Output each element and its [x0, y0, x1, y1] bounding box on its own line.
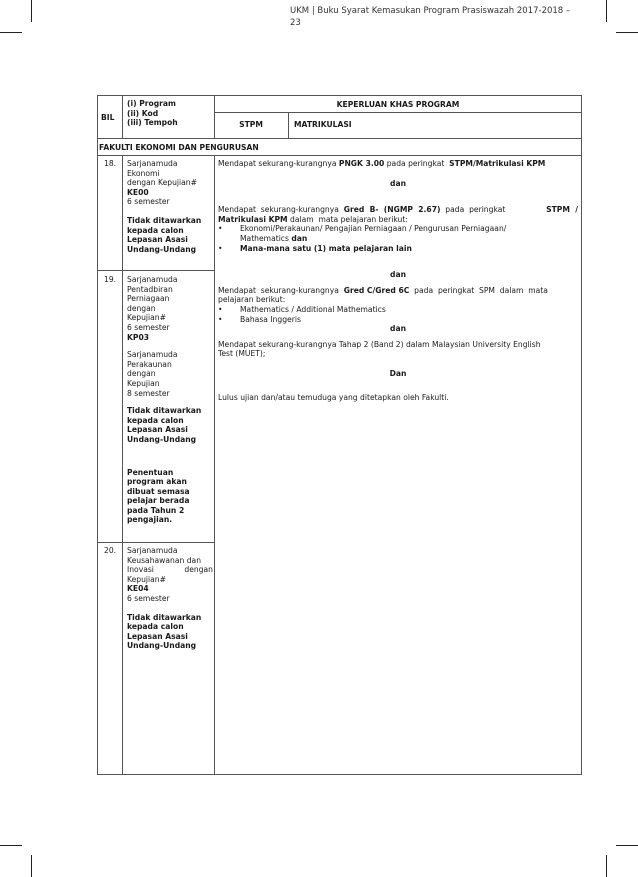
note-line: pelajar berada	[127, 496, 190, 506]
program-duration: 6 semester	[127, 593, 170, 603]
note-line: pengajian.	[127, 515, 173, 525]
req-muet: Mendapat sekurang-kurangnya Tahap 2 (Band 2) dalam Malaysian University English	[218, 339, 541, 349]
header-program-line: (i) Program	[127, 99, 176, 108]
req-text: pada peringkat SPM dalam mata	[409, 285, 548, 295]
crop-mark-tl-v	[31, 0, 32, 22]
req-text: pada peringkat	[384, 159, 450, 168]
crop-mark-br-v	[606, 855, 607, 877]
row-sep-18-19	[97, 270, 215, 271]
bullet-icon: •	[218, 224, 223, 234]
program-line: Perniagaan	[127, 294, 170, 304]
note-line: Tidak ditawarkan	[127, 215, 202, 225]
note-line: Undang-Undang	[127, 244, 197, 254]
row-20-program	[127, 546, 213, 651]
req-text: Mendapat sekurang-kurangnya	[218, 285, 344, 295]
bullet-item	[218, 224, 578, 243]
req-gred-b-line2	[218, 215, 578, 225]
bullet-text: Mathematics / Additional Mathematics	[240, 304, 386, 314]
req-gred-b	[218, 205, 578, 215]
bullet-text-line2	[240, 234, 506, 244]
row-18-program	[127, 159, 213, 254]
header-sep-bil	[122, 95, 123, 139]
crop-mark-tl-h	[0, 32, 22, 33]
note-line: Tidak ditawarkan	[127, 612, 202, 622]
bullet-icon: •	[218, 243, 223, 253]
table-top-border	[97, 95, 582, 96]
program-line: Kepujian	[127, 378, 160, 388]
row-20-bil: 20.	[104, 546, 117, 555]
row-19-program	[127, 275, 213, 525]
header-matrikulasi: MATRIKULASI	[294, 120, 352, 129]
bullet-item	[218, 305, 578, 315]
note-line: Lepasan Asasi	[127, 235, 188, 245]
conjunction-dan: dan	[390, 324, 406, 334]
note-line: kepada calon	[127, 622, 184, 632]
bullet-icon: •	[218, 314, 223, 324]
program-note	[127, 406, 213, 444]
crop-mark-tr-h	[616, 32, 638, 33]
req-bold: Gred C/Gred 6C	[343, 285, 410, 295]
program-code: KE04	[127, 584, 149, 594]
req-pngk-text	[218, 159, 545, 169]
row-18-bil: 18.	[104, 159, 117, 168]
table-left-border	[97, 95, 98, 775]
program-duration: 6 semester	[127, 197, 170, 207]
program-line: Perakaunan	[127, 359, 172, 369]
faculty-heading: FAKULTI EKONOMI DAN PENGURUSAN	[99, 143, 259, 152]
program-word: dengan	[184, 565, 213, 575]
note-line: dibuat semasa	[127, 486, 190, 496]
crop-mark-br-h	[616, 845, 638, 846]
req-bold: Gred B- (NGMP 2.67)	[343, 205, 441, 215]
bullet-icon: •	[218, 304, 223, 314]
program-line: Kepujian#	[127, 313, 166, 323]
crop-mark-bl-h	[0, 845, 22, 846]
program-duration: 6 semester	[127, 322, 170, 332]
table-right-border	[581, 95, 582, 775]
program-line: Pentadbiran	[127, 284, 173, 294]
req-spm	[218, 286, 578, 296]
bullet-text: Bahasa Inggeris	[240, 314, 301, 324]
program-code: KP03	[127, 332, 150, 342]
note-line: Lepasan Asasi	[127, 425, 188, 435]
req-bold: PNGK 3.00	[338, 159, 385, 168]
program-line: Sarjanamuda	[127, 275, 178, 284]
program-line: Sarjanamuda	[127, 350, 178, 360]
program-word: Inovasi	[127, 565, 154, 575]
program-line: Sarjanamuda	[127, 546, 178, 555]
note-line: kepada calon	[127, 415, 184, 425]
header-keperluan: KEPERLUAN KHAS PROGRAM	[336, 100, 460, 109]
bullet-text: Mana-mana satu (1) mata pelajaran lain	[240, 243, 412, 253]
note-line: Lepasan Asasi	[127, 631, 188, 641]
req-pngk	[218, 159, 578, 169]
req-text: pada peringkat	[440, 205, 515, 215]
program-duration: 8 semester	[127, 388, 170, 398]
running-header	[290, 5, 590, 29]
note-line: Undang-Undang	[127, 641, 197, 651]
program-line: dengan	[127, 303, 156, 313]
body-sep-bil	[122, 155, 123, 775]
header-bottom-line	[97, 138, 582, 139]
program-note-secondary	[127, 468, 213, 526]
running-title: UKM | Buku Syarat Kemasukan Program Prasiswazah 2017-2018 –	[290, 6, 571, 16]
req-text: Mendapat sekurang-kurangnya	[218, 159, 339, 168]
header-sep-stpm	[288, 112, 289, 139]
crop-mark-tr-v	[606, 0, 607, 22]
conjunction-dan: dan	[390, 270, 406, 280]
program-line: Kepujian#	[127, 574, 166, 584]
req-spm-line2: pelajaran berikut:	[218, 295, 286, 305]
program-note	[127, 216, 213, 254]
note-line: Undang-Undang	[127, 434, 197, 444]
body-sep-program	[214, 155, 215, 775]
header-stpm: STPM	[239, 120, 263, 129]
conjunction-dan: dan	[390, 178, 406, 188]
note-line: Penentuan	[127, 467, 174, 477]
program-line: dengan Kepujian#	[127, 178, 197, 188]
row-19-bil: 19.	[104, 275, 117, 284]
bullet-text: Ekonomi/Perakaunan/ Pengajian Perniagaan / Pengurusan Perniagaan/	[240, 224, 507, 234]
program-line: Ekonomi	[127, 168, 160, 178]
header-sub-line	[214, 112, 582, 113]
header-program-label	[127, 99, 178, 128]
bullet-item	[218, 244, 578, 254]
req-muet-line2: Test (MUET);	[218, 349, 266, 359]
note-line: kepada calon	[127, 225, 184, 235]
req-text: dalam mata pelajaran berikut:	[287, 214, 408, 224]
program-line: Keusahawanan dan	[127, 555, 202, 565]
faculty-bottom-line	[97, 155, 582, 156]
req-text: Mendapat sekurang-kurangnya	[218, 205, 344, 215]
bullet-text: Mathematics	[240, 233, 292, 243]
program-line: Sarjanamuda	[127, 159, 178, 168]
req-bold: STPM /	[546, 205, 578, 215]
bullet-item	[218, 315, 578, 325]
header-bil: BIL	[101, 113, 115, 122]
conjunction-dan: Dan	[389, 368, 407, 378]
table-bottom-border	[97, 774, 582, 775]
program-code: KE00	[127, 187, 149, 197]
header-kod-line: (ii) Kod	[127, 108, 159, 118]
note-line: Tidak ditawarkan	[127, 406, 202, 416]
note-line: program akan	[127, 477, 187, 487]
req-text-group	[218, 205, 515, 215]
req-bold: Matrikulasi KPM	[218, 214, 288, 224]
page-number: 23	[290, 18, 301, 28]
req-bold: STPM/Matrikulasi KPM	[449, 159, 546, 168]
program-line: dengan	[127, 369, 156, 379]
row-sep-19-20	[97, 542, 215, 543]
note-line: pada Tahun 2	[127, 505, 185, 515]
req-ujian: Lulus ujian dan/atau temuduga yang ditetapkan oleh Fakulti.	[218, 392, 449, 402]
program-line-justified	[127, 565, 213, 575]
requirements-cell	[218, 159, 578, 402]
header-tempoh-line: (iii) Tempoh	[127, 118, 178, 128]
bullet-bold: dan	[291, 233, 308, 243]
program-note	[127, 613, 213, 651]
crop-mark-bl-v	[31, 855, 32, 877]
